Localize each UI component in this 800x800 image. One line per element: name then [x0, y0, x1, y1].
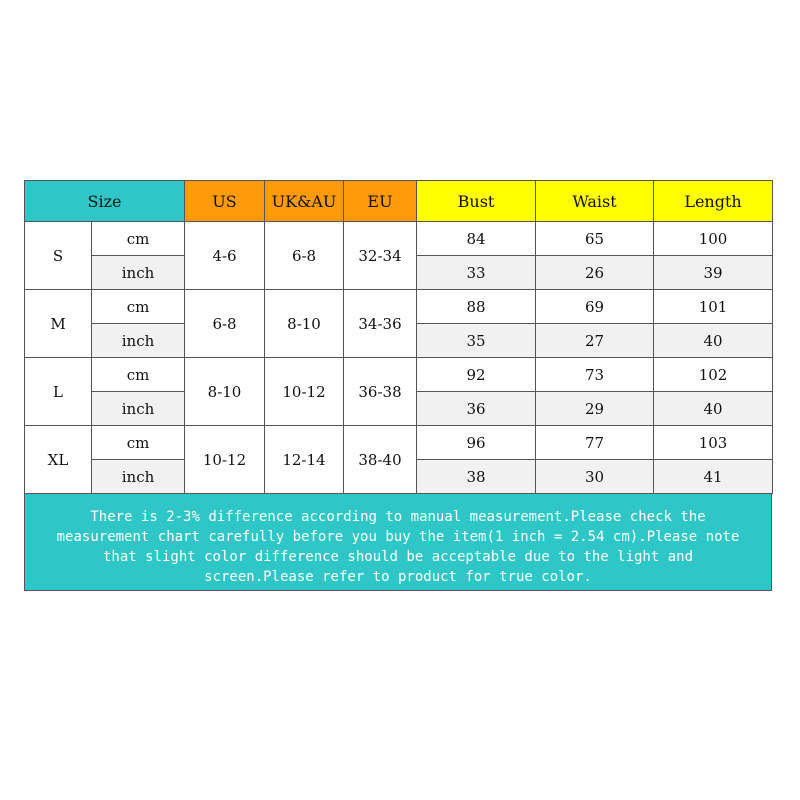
size-label: XL — [25, 426, 92, 494]
ukau-size: 12-14 — [265, 426, 344, 494]
bust-value: 96 — [417, 426, 536, 460]
size-table — [24, 180, 773, 494]
waist-value: 27 — [536, 324, 654, 358]
bust-value: 33 — [417, 256, 536, 290]
bust-value: 36 — [417, 392, 536, 426]
unit-label: inch — [92, 324, 185, 358]
eu-size: 32-34 — [344, 222, 417, 290]
waist-value: 77 — [536, 426, 654, 460]
bust-value: 84 — [417, 222, 536, 256]
eu-size: 38-40 — [344, 426, 417, 494]
waist-value: 69 — [536, 290, 654, 324]
header-size: Size — [25, 181, 185, 222]
length-value: 101 — [654, 290, 773, 324]
table-row — [25, 358, 773, 392]
header-bust: Bust — [417, 181, 536, 222]
length-value: 102 — [654, 358, 773, 392]
ukau-size: 10-12 — [265, 358, 344, 426]
length-value: 39 — [654, 256, 773, 290]
waist-value: 30 — [536, 460, 654, 494]
note-line: screen.Please refer to product for true color. — [204, 569, 592, 585]
unit-label: inch — [92, 392, 185, 426]
table-row — [25, 222, 773, 256]
unit-label: inch — [92, 256, 185, 290]
waist-value: 26 — [536, 256, 654, 290]
unit-label: cm — [92, 426, 185, 460]
unit-label: inch — [92, 460, 185, 494]
us-size: 10-12 — [185, 426, 265, 494]
length-value: 100 — [654, 222, 773, 256]
size-label: L — [25, 358, 92, 426]
table-row — [25, 290, 773, 324]
size-label: M — [25, 290, 92, 358]
unit-label: cm — [92, 358, 185, 392]
header-row — [25, 181, 773, 222]
eu-size: 36-38 — [344, 358, 417, 426]
bust-value: 92 — [417, 358, 536, 392]
header-length: Length — [654, 181, 773, 222]
unit-label: cm — [92, 222, 185, 256]
waist-value: 73 — [536, 358, 654, 392]
note-line: There is 2-3% difference according to manual measurement.Please check the — [90, 509, 706, 525]
bust-value: 88 — [417, 290, 536, 324]
header-us: US — [185, 181, 265, 222]
note-line: that slight color difference should be acceptable due to the light and — [102, 549, 693, 565]
bust-value: 38 — [417, 460, 536, 494]
waist-value: 65 — [536, 222, 654, 256]
header-waist: Waist — [536, 181, 654, 222]
bust-value: 35 — [417, 324, 536, 358]
length-value: 103 — [654, 426, 773, 460]
size-chart — [24, 180, 772, 591]
us-size: 8-10 — [185, 358, 265, 426]
eu-size: 34-36 — [344, 290, 417, 358]
ukau-size: 6-8 — [265, 222, 344, 290]
length-value: 41 — [654, 460, 773, 494]
ukau-size: 8-10 — [265, 290, 344, 358]
length-value: 40 — [654, 324, 773, 358]
table-row — [25, 426, 773, 460]
header-ukau: UK&AU — [265, 181, 344, 222]
header-eu: EU — [344, 181, 417, 222]
waist-value: 29 — [536, 392, 654, 426]
us-size: 4-6 — [185, 222, 265, 290]
length-value: 40 — [654, 392, 773, 426]
unit-label: cm — [92, 290, 185, 324]
us-size: 6-8 — [185, 290, 265, 358]
note-line: measurement chart carefully before you buy the item(1 inch = 2.54 cm).Please note — [56, 529, 740, 545]
size-label: S — [25, 222, 92, 290]
measurement-note — [24, 494, 772, 591]
